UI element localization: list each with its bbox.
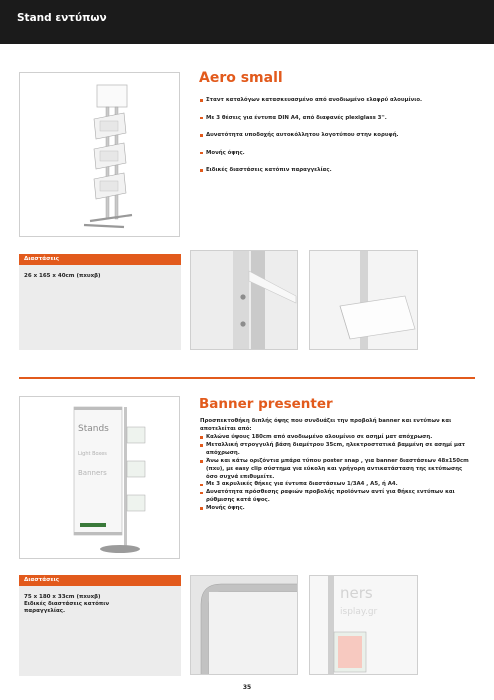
snap-frame-detail-illustration [191, 576, 298, 675]
top-bar [0, 0, 494, 44]
banner-light-boxes-text: Light Boxes [78, 451, 107, 457]
shelf-detail-illustration [310, 251, 418, 350]
aero-small-dimensions-label: Διαστάσεις [19, 254, 181, 265]
detail-banners-text: ners [340, 584, 373, 602]
list-item: Άνω και κάτω οριζόντια μπάρα τύπου poster snap , για banner διαστάσεων 48x150cm (πxυ), με easy clip σύστημα για εύκολη και γρήγορη αντικατάσταση της εκτύπωσης όσο συχνά επιθυμείτε. [200, 458, 472, 482]
aero-small-dimensions-value: 26 x 165 x 40cm (πxυxβ) [24, 273, 101, 279]
banner-presenter-intro: Προσπεκτοθήκη διπλής όψης που συνδυάζει την προβολή banner και εντύπων και αποτελείται από: [200, 418, 452, 432]
banner-presenter-dimensions-box [19, 586, 181, 676]
banner-stands-text: Stands [78, 424, 109, 434]
aero-small-detail-image-1 [190, 250, 298, 350]
list-item: Καλώνα ύψους 180cm από ανοδιωμένο αλουμίνιο σε ασημί ματ απόχρωση. [200, 434, 472, 442]
brochure-holder-detail-illustration [310, 576, 418, 675]
banner-banners-text: Banners [78, 469, 107, 477]
aero-small-title: Aero small [199, 70, 283, 86]
banner-presenter-detail-image-1 [190, 575, 298, 675]
connector-detail-illustration [191, 251, 298, 350]
aero-small-features-list [200, 97, 470, 173]
list-item: Σταντ καταλόγων κατασκευασμένο από ανοδιωμένο ελαφρύ αλουμίνιο. [200, 97, 470, 103]
list-item: Μονής όψης. [200, 150, 470, 156]
aero-small-detail-image-2 [309, 250, 418, 350]
list-item: Δυνατότητα πρόσθεσης ραφιών προβολής προϊόντων αντί για θήκες εντύπων και ρύθμισης κατά ύψος. [200, 489, 472, 505]
banner-presenter-illustration [20, 397, 180, 559]
page-category-title: Stand εντύπων [17, 12, 107, 24]
list-item: Ειδικές διαστάσεις κατόπιν παραγγελίας. [200, 167, 470, 173]
banner-presenter-dimensions-value: 75 x 180 x 33cm (πxυxβ) Ειδικές διαστάσεις κατόπιν παραγγελίας. [24, 594, 110, 615]
aero-small-dimensions-box [19, 265, 181, 350]
detail-display-text: isplay.gr [340, 607, 378, 617]
banner-presenter-dimensions-label: Διαστάσεις [19, 575, 181, 586]
list-item: Μονής όψης. [200, 505, 472, 513]
aero-small-stand-illustration [20, 73, 180, 237]
banner-presenter-title: Banner presenter [199, 396, 333, 412]
banner-presenter-product-image [19, 396, 180, 559]
list-item: Με 3 θέσεις για έντυπα DIN A4, από διαφανές plexiglass 3''. [200, 115, 470, 121]
list-item: Με 3 ακρυλικές θήκες για έντυπα διαστάσεων 1/3A4 , A5, ή A4. [200, 481, 472, 489]
list-item: Μεταλλική στρογγυλή βάση διαμέτρου 35cm, ηλεκτροστατικά βαμμένη σε ασημί ματ απόχρωση. [200, 442, 472, 458]
list-item: Δυνατότητα υποδοχής αυτοκόλλητου λογοτύπου στην κορυφή. [200, 132, 470, 138]
section-divider [19, 377, 475, 379]
banner-presenter-features-list [200, 434, 472, 513]
page-number: 35 [242, 684, 252, 691]
banner-presenter-detail-image-2 [309, 575, 418, 675]
aero-small-product-image [19, 72, 180, 237]
